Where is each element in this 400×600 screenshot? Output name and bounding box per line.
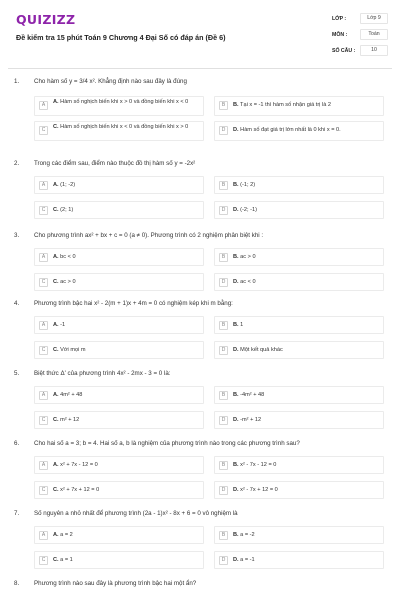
option-body: a = 1 (60, 557, 73, 563)
option-letter-badge: C (39, 346, 48, 355)
option-body: ac > 0 (240, 254, 256, 260)
option-letter-badge: A (39, 181, 48, 190)
meta-value-count: 10 (360, 45, 388, 56)
option-body: Hàm số đạt giá trị lớn nhất là 0 khi x = 0. (240, 127, 341, 133)
question-text: Cho hàm số y = 3/4 x². Khẳng định nào sau đây là đúng (34, 78, 187, 85)
option-prefix: C. (53, 557, 59, 563)
question-text: Biệt thức Δ' của phương trình 4x² - 2mx - 3 = 0 là: (34, 370, 171, 377)
answer-option-b[interactable] (214, 248, 384, 266)
option-letter-badge: D (219, 126, 228, 135)
answer-option-d[interactable] (214, 411, 384, 429)
option-letter-badge: C (39, 486, 48, 495)
answer-option-d[interactable] (214, 201, 384, 219)
option-text (233, 417, 261, 423)
option-text (53, 462, 98, 468)
option-body: (-2; -1) (240, 207, 257, 213)
option-prefix: B. (233, 392, 239, 398)
option-prefix: B. (233, 182, 239, 188)
option-text (233, 207, 257, 213)
answer-option-b[interactable] (214, 316, 384, 334)
question-text: Trong các điểm sau, điểm nào thuộc đồ thị hàm số y = -2x² (34, 160, 196, 167)
option-prefix: D. (233, 279, 239, 285)
option-body: 1 (240, 322, 244, 328)
option-prefix: B. (233, 102, 239, 108)
option-prefix: D. (233, 417, 239, 423)
option-letter-badge: B (219, 461, 228, 470)
worksheet-header (0, 0, 400, 64)
option-text (53, 347, 86, 353)
option-body: ac < 0 (240, 279, 256, 285)
option-prefix: C. (53, 347, 59, 353)
meta-value-subject: Toán (360, 29, 388, 40)
option-letter-badge: C (39, 126, 48, 135)
option-body: (1; -2) (60, 182, 76, 188)
option-prefix: D. (233, 207, 239, 213)
option-text (233, 347, 283, 353)
answer-option-d[interactable] (214, 273, 384, 291)
question-number: 7. (14, 510, 20, 517)
option-letter-badge: B (219, 321, 228, 330)
option-text (233, 279, 256, 285)
header-divider (8, 68, 392, 69)
option-body: Một kết quả khác (240, 347, 283, 353)
option-text (233, 127, 341, 133)
option-text (53, 182, 75, 188)
option-text (233, 322, 243, 328)
option-letter-badge: B (219, 531, 228, 540)
option-text (53, 417, 79, 423)
option-prefix: B. (233, 322, 239, 328)
question-number: 5. (14, 370, 20, 377)
question-number: 2. (14, 160, 20, 167)
option-letter-badge: B (219, 181, 228, 190)
option-letter-badge: C (39, 206, 48, 215)
option-letter-badge: B (219, 253, 228, 262)
answer-option-c[interactable] (34, 273, 204, 291)
option-text (53, 487, 99, 493)
option-text (53, 532, 73, 538)
answer-option-c[interactable] (34, 201, 204, 219)
option-text (233, 532, 255, 538)
option-letter-badge: A (39, 531, 48, 540)
option-letter-badge: A (39, 321, 48, 330)
option-text (53, 254, 76, 260)
option-body: x² - 7x - 12 = 0 (240, 462, 277, 468)
option-body: bc < 0 (60, 254, 76, 260)
option-prefix: B. (233, 254, 239, 260)
option-prefix: C. (53, 279, 59, 285)
option-letter-badge: D (219, 486, 228, 495)
option-prefix: C. (53, 487, 59, 493)
option-body: (2; 1) (60, 207, 74, 213)
option-letter-badge: A (39, 253, 48, 262)
option-prefix: A. (53, 462, 59, 468)
question-number: 1. (14, 78, 20, 85)
question-number: 8. (14, 580, 20, 587)
option-letter-badge: D (219, 346, 228, 355)
answer-option-b[interactable] (214, 96, 384, 116)
option-body: a = -1 (240, 557, 255, 563)
option-text (233, 392, 264, 398)
option-body: -4m² + 48 (240, 392, 265, 398)
option-letter-badge: D (219, 556, 228, 565)
question-number: 6. (14, 440, 20, 447)
question-number: 3. (14, 232, 20, 239)
option-text (53, 207, 73, 213)
answer-option-b[interactable] (214, 526, 384, 544)
answer-option-c[interactable] (34, 121, 204, 141)
answer-option-a[interactable] (34, 456, 204, 474)
option-body: m² + 12 (60, 417, 80, 423)
option-prefix: C. (53, 207, 59, 213)
option-body: x² - 7x + 12 = 0 (240, 487, 278, 493)
answer-option-b[interactable] (214, 386, 384, 404)
option-letter-badge: B (219, 391, 228, 400)
option-letter-badge: D (219, 278, 228, 287)
option-text (233, 102, 331, 108)
option-prefix: C. (53, 123, 59, 130)
option-prefix: A. (53, 98, 59, 105)
answer-option-c[interactable] (34, 341, 204, 359)
meta-label-class: LỚP : (332, 16, 347, 22)
question-text: Cho hai số a = 3; b = 4. Hai số a, b là nghiệm của phương trình nào trong các phương trình sau? (34, 440, 300, 447)
option-body: -1 (60, 322, 66, 328)
option-prefix: D. (233, 487, 239, 493)
option-body: 4m² + 48 (60, 392, 83, 398)
option-prefix: A. (53, 322, 59, 328)
option-prefix: A. (53, 254, 59, 260)
option-prefix: C. (53, 417, 59, 423)
worksheet-title: Đề kiểm tra 15 phút Toán 9 Chương 4 Đại Số có đáp án (Đề 6) (16, 33, 226, 42)
meta-value-class: Lớp 9 (360, 13, 388, 24)
question-number: 4. (14, 300, 20, 307)
option-text (233, 557, 255, 563)
option-text (233, 182, 255, 188)
option-body: Tại x = -1 thì hàm số nhận giá trị là 2 (240, 102, 331, 108)
option-body: Hàm số nghịch biến khi x < 0 và đồng biến khi x > 0 (60, 123, 189, 130)
meta-label-subject: MÔN : (332, 32, 348, 38)
answer-option-a[interactable] (34, 248, 204, 266)
answer-option-c[interactable] (34, 481, 204, 499)
option-body: a = 2 (60, 532, 73, 538)
question-text: Phương trình nào sau đây là phương trình bậc hai một ẩn? (34, 580, 197, 587)
meta-label-count: SỐ CÂU : (332, 48, 356, 54)
option-text (233, 487, 278, 493)
option-letter-badge: C (39, 278, 48, 287)
option-prefix: A. (53, 182, 59, 188)
option-letter-badge: C (39, 556, 48, 565)
option-text (53, 322, 65, 328)
option-letter-badge: D (219, 206, 228, 215)
quizizz-logo: QUIZIZZ (16, 12, 76, 27)
option-letter-badge: A (39, 101, 48, 110)
answer-option-a[interactable] (34, 96, 204, 116)
answer-option-d[interactable] (214, 481, 384, 499)
option-prefix: A. (53, 392, 59, 398)
option-body: Với mọi m (60, 347, 86, 353)
option-text (53, 557, 73, 563)
option-prefix: D. (233, 127, 239, 133)
answer-option-b[interactable] (214, 456, 384, 474)
answer-option-b[interactable] (214, 176, 384, 194)
question-text: Cho phương trình ax² + bx + c = 0 (a ≠ 0). Phương trình có 2 nghiệm phân biệt khi : (34, 232, 264, 239)
answer-option-a[interactable] (34, 386, 204, 404)
answer-option-c[interactable] (34, 551, 204, 569)
option-text (53, 124, 201, 132)
option-prefix: B. (233, 532, 239, 538)
answer-option-c[interactable] (34, 411, 204, 429)
answer-option-d[interactable] (214, 551, 384, 569)
option-prefix: A. (53, 532, 59, 538)
question-text: Số nguyên a nhỏ nhất để phương trình (2a - 1)x² - 8x + 6 = 0 vô nghiệm là (34, 510, 238, 517)
question-text: Phương trình bậc hai x² - 2(m + 1)x + 4m = 0 có nghiệm kép khi m bằng: (34, 300, 233, 307)
option-text (53, 279, 76, 285)
option-prefix: D. (233, 557, 239, 563)
option-letter-badge: A (39, 461, 48, 470)
option-letter-badge: D (219, 416, 228, 425)
answer-option-a[interactable] (34, 526, 204, 544)
option-text (53, 99, 201, 107)
option-letter-badge: A (39, 391, 48, 400)
option-text (233, 462, 276, 468)
option-letter-badge: C (39, 416, 48, 425)
option-prefix: B. (233, 462, 239, 468)
option-body: -m² + 12 (240, 417, 262, 423)
option-text (53, 392, 82, 398)
answer-option-d[interactable] (214, 121, 384, 141)
answer-option-a[interactable] (34, 176, 204, 194)
answer-option-d[interactable] (214, 341, 384, 359)
option-body: (-1; 2) (240, 182, 256, 188)
option-body: a = -2 (240, 532, 255, 538)
option-body: x² + 7x + 12 = 0 (60, 487, 100, 493)
option-prefix: D. (233, 347, 239, 353)
option-body: Hàm số nghịch biến khi x > 0 và đồng biến khi x < 0 (60, 98, 189, 105)
answer-option-a[interactable] (34, 316, 204, 334)
option-text (233, 254, 256, 260)
option-letter-badge: B (219, 101, 228, 110)
option-body: ac > 0 (60, 279, 76, 285)
option-body: x² + 7x - 12 = 0 (60, 462, 98, 468)
